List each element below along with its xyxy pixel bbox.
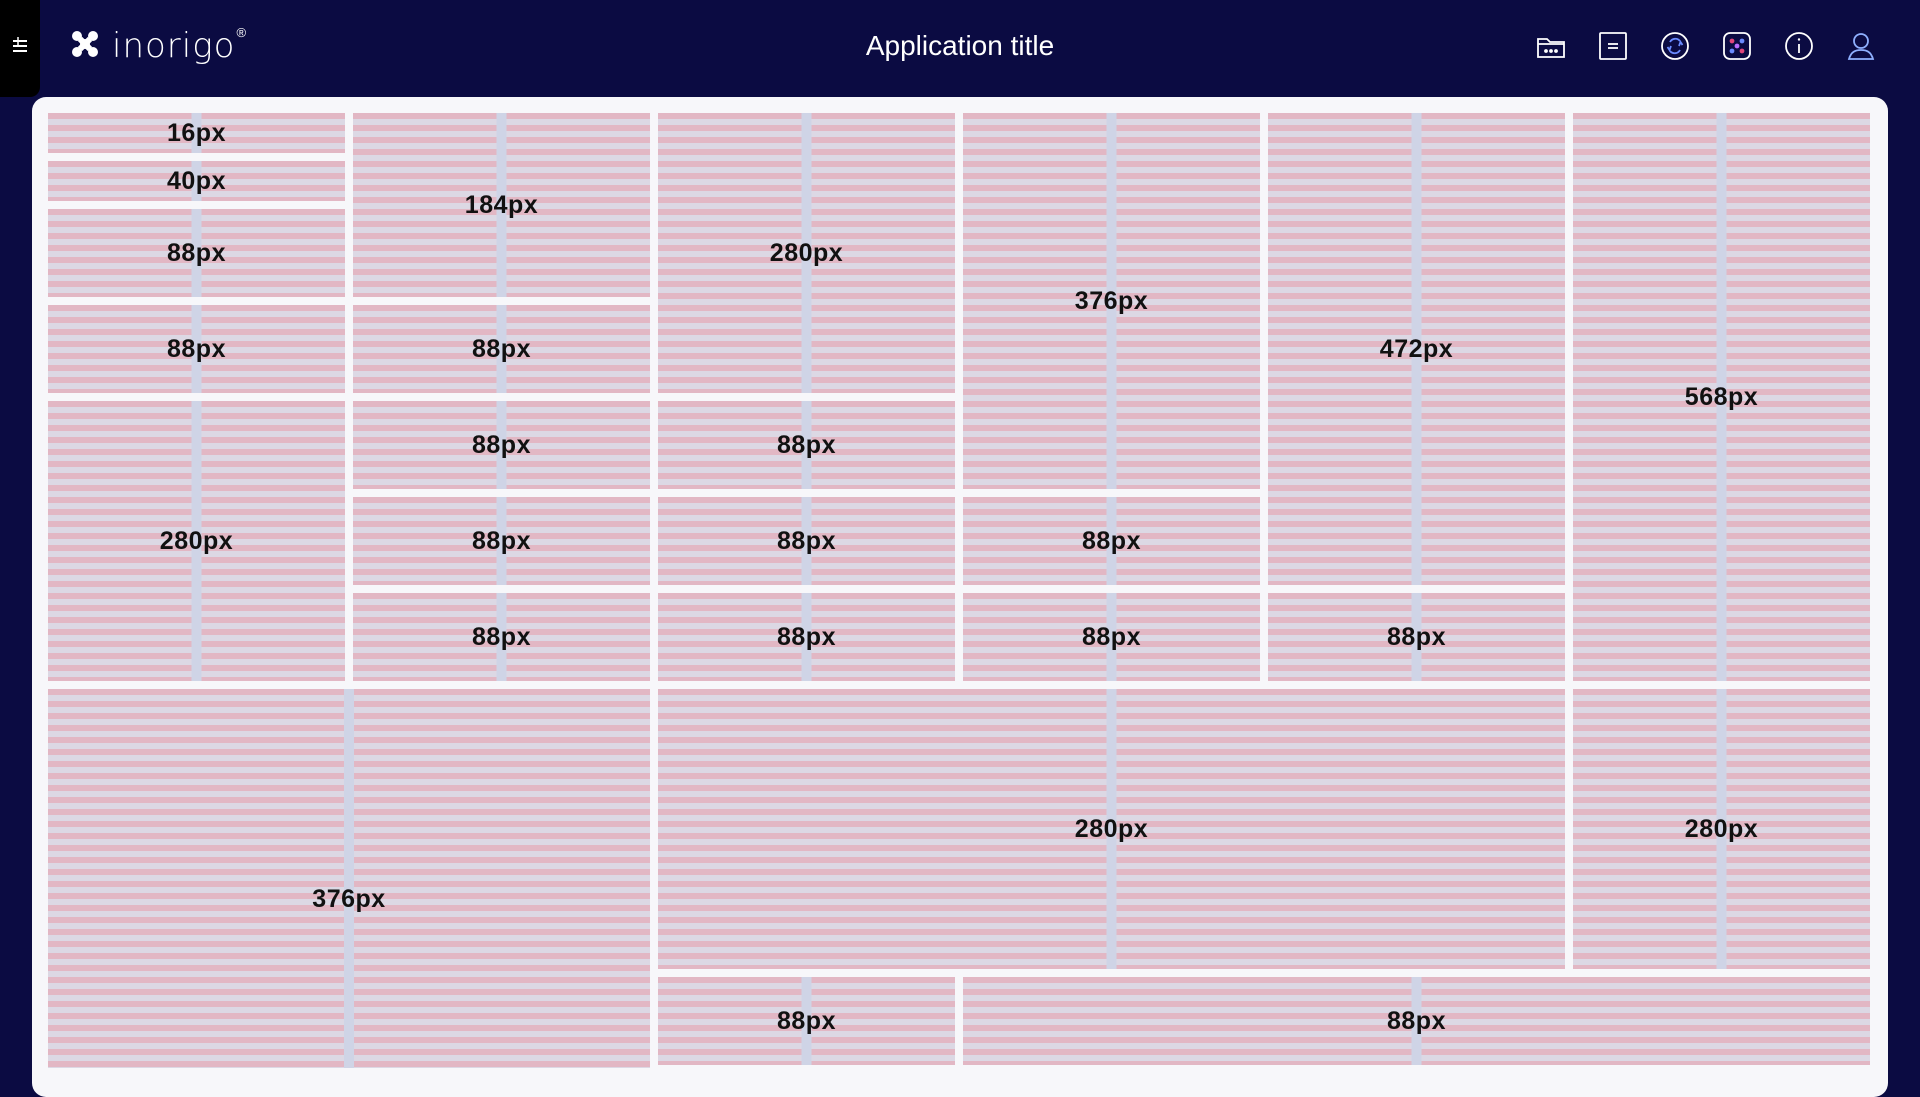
content-panel <box>32 97 1888 1097</box>
logo-registered-mark: ® <box>236 24 247 40</box>
grid-cell <box>48 305 345 393</box>
document-icon <box>1597 30 1629 67</box>
grid-cell <box>1573 689 1870 969</box>
info-button[interactable] <box>1780 29 1818 67</box>
cell-label: 88px <box>1082 622 1141 651</box>
cell-label: 376px <box>312 884 386 913</box>
grid-cell <box>48 209 345 297</box>
grid-cell <box>48 113 345 153</box>
cell-label: 16px <box>167 118 226 147</box>
menu-toggle-button[interactable] <box>0 0 40 97</box>
apps-button[interactable] <box>1718 29 1756 67</box>
sync-button[interactable] <box>1656 29 1694 67</box>
grid-cell <box>48 689 650 1068</box>
document-button[interactable] <box>1594 29 1632 67</box>
cell-label: 568px <box>1684 382 1759 411</box>
cell-label: 280px <box>1684 814 1759 843</box>
grid-cell <box>1573 113 1870 681</box>
page-title: Application title <box>865 30 1055 61</box>
grid-cell <box>658 977 955 1065</box>
grid-cell <box>1268 593 1565 681</box>
cell-label: 88px <box>167 334 226 363</box>
grid-cell <box>48 401 345 681</box>
cell-label: 88px <box>167 238 226 267</box>
grid-cell <box>963 977 1870 1065</box>
grid-cell <box>353 401 650 489</box>
cell-label: 280px <box>769 238 844 267</box>
menu-list-icon <box>9 35 31 62</box>
grid-cell <box>658 497 955 585</box>
app-header <box>40 0 1920 97</box>
cell-label: 184px <box>464 190 539 219</box>
cell-label: 88px <box>1387 622 1446 651</box>
grid-cell <box>48 161 345 201</box>
cell-label: 88px <box>472 334 531 363</box>
grid-area <box>48 113 1872 1068</box>
grid-cell <box>963 113 1260 489</box>
cell-label: 280px <box>1074 814 1149 843</box>
cell-label: 88px <box>777 526 836 555</box>
grid-cell <box>963 593 1260 681</box>
folder-icon <box>1535 30 1567 67</box>
cell-label: 88px <box>777 430 836 459</box>
grid-cell <box>1268 113 1565 585</box>
grid-cell <box>658 689 1565 969</box>
cell-label: 472px <box>1379 334 1454 363</box>
grid-cell <box>963 497 1260 585</box>
user-button[interactable] <box>1842 29 1880 67</box>
cell-label: 88px <box>777 622 836 651</box>
grid-cell <box>658 401 955 489</box>
cell-label: 88px <box>472 430 531 459</box>
grid-cell <box>353 593 650 681</box>
cell-label: 376px <box>1074 286 1149 315</box>
grid-cell <box>658 113 955 393</box>
cell-label: 280px <box>159 526 234 555</box>
cell-label: 88px <box>472 526 531 555</box>
grid-cell <box>353 497 650 585</box>
apps-icon <box>1721 30 1753 67</box>
grid-cell <box>658 593 955 681</box>
cell-label: 88px <box>1387 1006 1446 1035</box>
cell-label: 88px <box>472 622 531 651</box>
toolbar <box>1532 28 1880 68</box>
logo-text: inorigo <box>112 26 236 66</box>
grid-cell <box>353 113 650 297</box>
cell-label: 88px <box>777 1006 836 1035</box>
info-icon <box>1783 30 1815 67</box>
user-icon <box>1845 30 1877 67</box>
grid-cell <box>353 305 650 393</box>
cell-label: 88px <box>1082 526 1141 555</box>
sync-icon <box>1659 30 1691 67</box>
folder-button[interactable] <box>1532 29 1570 67</box>
cell-label: 40px <box>167 166 226 195</box>
